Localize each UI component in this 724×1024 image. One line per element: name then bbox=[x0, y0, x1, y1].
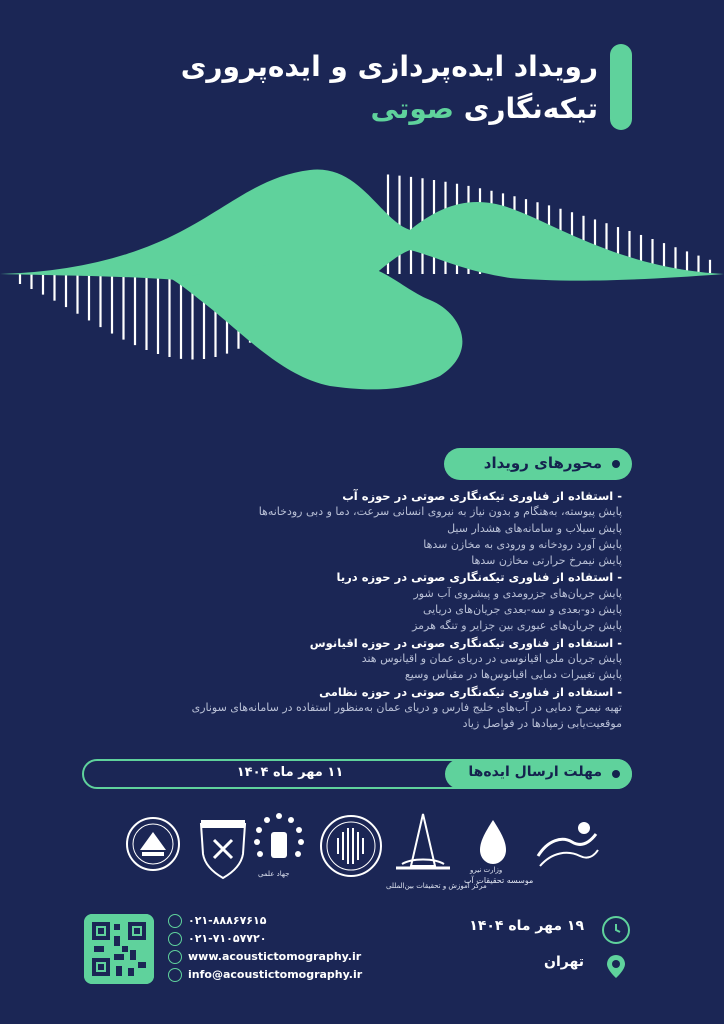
title-accent-bar bbox=[610, 44, 632, 130]
organization-emblem-logo bbox=[118, 806, 188, 886]
title-line-1: رویداد ایده‌پردازی و ایده‌پروری bbox=[180, 50, 598, 83]
title-main-word: تیکه‌نگاری bbox=[453, 92, 598, 125]
bullet-dot-icon bbox=[612, 460, 620, 468]
list-item: پایش جریان ملی اقیانوسی در دریای عمان و اقیانوس هند bbox=[361, 651, 622, 665]
list-item: پایش تغییرات دمایی اقیانوس‌ها در مقیاس وسیع bbox=[404, 668, 622, 682]
list-item: پایش نیمرخ حرارتی مخازن سدها bbox=[471, 554, 622, 568]
logo-caption: جهاد علمی bbox=[258, 870, 290, 878]
globe-icon bbox=[168, 950, 182, 964]
axis-heading-military: - استفاده از فناوری تیکه‌نگاری صوتی در حوزه نظامی bbox=[319, 684, 622, 699]
clock-icon bbox=[602, 916, 630, 944]
title-line-2 bbox=[371, 92, 599, 125]
list-item: موقعیت‌یابی زمپادها در فواصل زیاد bbox=[462, 717, 622, 731]
event-city: تهران bbox=[544, 954, 584, 970]
phone-icon bbox=[168, 932, 182, 946]
qr-code[interactable] bbox=[84, 914, 154, 984]
bullet-dot-icon bbox=[612, 770, 620, 778]
phone-2-text: ۰۲۱-۷۱۰۵۷۷۲۰ bbox=[188, 932, 267, 945]
list-item: پایش سیلاب و سامانه‌های هشدار سیل bbox=[447, 521, 622, 535]
wave-shape-lower bbox=[170, 260, 462, 389]
ocean-institute-logo bbox=[532, 806, 602, 886]
event-axes-list bbox=[82, 488, 622, 732]
phone-icon bbox=[168, 914, 182, 928]
deadline-label bbox=[445, 759, 632, 789]
logo-caption: مرکز آموزش و تحقیقات بین‌المللی bbox=[386, 882, 487, 890]
sound-wave-graphic bbox=[0, 150, 724, 420]
logo-caption: وزارت نیرو bbox=[470, 866, 503, 874]
water-drop-logo bbox=[458, 806, 528, 886]
acoustic-circle-logo bbox=[316, 806, 386, 886]
phone-1-text: ۰۲۱-۸۸۸۶۷۶۱۵ bbox=[188, 914, 267, 927]
event-date: ۱۹ مهر ماه ۱۴۰۴ bbox=[469, 918, 584, 934]
axis-heading-ocean: - استفاده از فناوری تیکه‌نگاری صوتی در حوزه اقیانوس bbox=[309, 635, 622, 650]
location-pin-icon bbox=[602, 952, 630, 980]
list-item: پایش آورد رودخانه و ورودی به مخازن سدها bbox=[423, 537, 622, 551]
tower-logo bbox=[388, 806, 458, 886]
website-text: www.acoustictomography.ir bbox=[188, 950, 362, 963]
list-item: پایش دو-بعدی و سه-بعدی جریان‌های دریایی bbox=[422, 603, 622, 617]
list-item: پایش پیوسته، به‌هنگام و بدون نیاز به نیروی انسانی سرعت، دما و دبی رودخانه‌ها bbox=[258, 505, 622, 519]
axis-heading-water: - استفاده از فناوری تیکه‌نگاری صوتی در حوزه آب bbox=[342, 489, 622, 503]
logo-caption: موسسه تحقیقات آب bbox=[464, 876, 534, 885]
email-icon bbox=[168, 968, 182, 982]
title-accent-word: صوتی bbox=[370, 92, 454, 125]
axis-heading-sea: - استفاده از فناوری تیکه‌نگاری صوتی در حوزه دریا bbox=[336, 570, 622, 585]
event-axes-label bbox=[444, 448, 632, 480]
event-axes-label-text: محورهای رویداد bbox=[483, 454, 602, 472]
list-item: پایش جریان‌های جزرومدی و پیشروی آب شور bbox=[413, 586, 622, 600]
deadline-label-text: مهلت ارسال ایده‌ها bbox=[468, 764, 602, 780]
deadline-date: ۱۱ مهر ماه ۱۴۰۴ bbox=[236, 765, 344, 780]
list-item: تهیه نیمرخ دمایی در آب‌های خلیج فارس و دریای عمان به‌منظور استفاده در سامانه‌های سوناری bbox=[191, 700, 622, 714]
list-item: پایش جریان‌های عبوری بین جزایر و تنگه هرمز bbox=[412, 619, 622, 633]
email-text: info@acoustictomography.ir bbox=[188, 968, 363, 981]
